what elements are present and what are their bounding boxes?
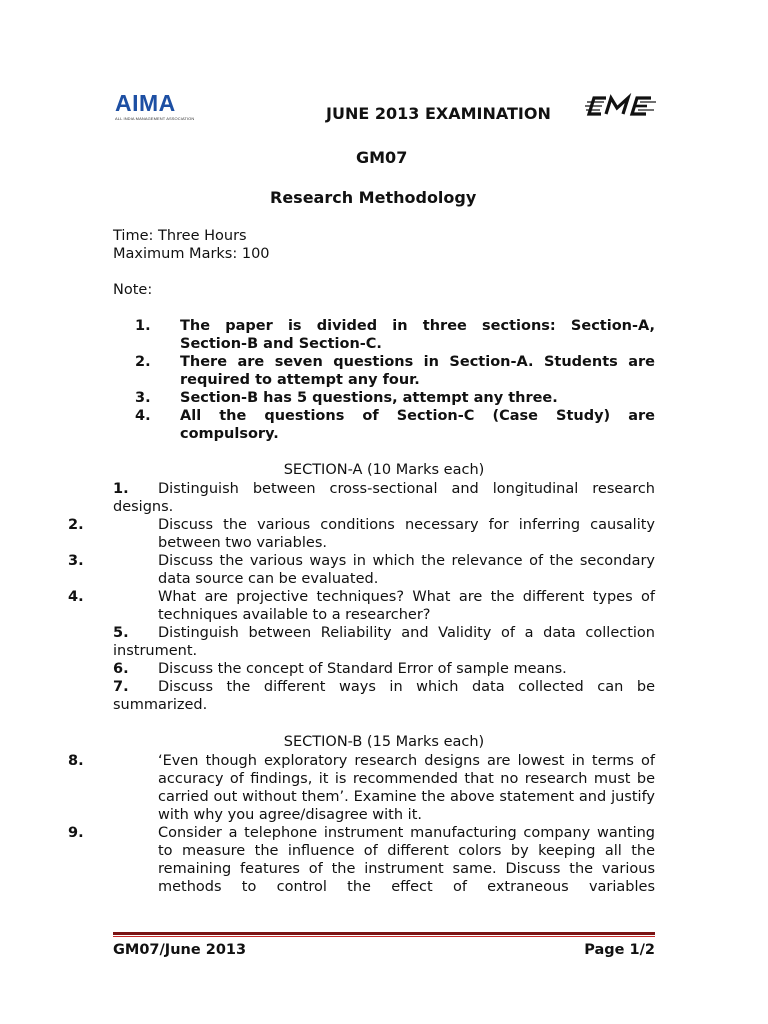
note-item bbox=[113, 389, 655, 407]
page-number: Page 1/2 bbox=[584, 942, 655, 958]
paper-code: GM07 bbox=[356, 148, 408, 167]
note-number: 4. bbox=[135, 408, 151, 424]
time-line: Time: Three Hours bbox=[113, 228, 247, 244]
note-item bbox=[113, 353, 655, 389]
aima-logo-text: AIMA bbox=[115, 90, 176, 116]
question-item bbox=[68, 516, 655, 552]
note-number: 2. bbox=[135, 354, 151, 370]
question-number: 9. bbox=[68, 825, 84, 841]
question-text: Distinguish between Reliability and Validity of a data collection instrument. bbox=[113, 625, 655, 659]
question-item bbox=[68, 588, 655, 624]
note-text: Section-B has 5 questions, attempt any three. bbox=[180, 390, 558, 406]
question-item bbox=[113, 678, 655, 714]
question-text: Discuss the various conditions necessary for inferring causality between two variables. bbox=[158, 517, 655, 551]
note-number: 1. bbox=[135, 318, 151, 334]
question-text: Discuss the concept of Standard Error of sample means. bbox=[158, 661, 567, 677]
footer-divider-thin bbox=[113, 936, 655, 937]
note-text: There are seven questions in Section-A. Students are required to attempt any four. bbox=[180, 354, 655, 388]
note-item bbox=[113, 317, 655, 353]
question-number: 8. bbox=[68, 753, 84, 769]
question-text: Discuss the various ways in which the relevance of the secondary data source can be evaluated. bbox=[158, 553, 655, 587]
question-text: What are projective techniques? What are the different types of techniques available to a researcher? bbox=[158, 589, 655, 623]
cme-logo bbox=[584, 93, 658, 119]
note-text: All the questions of Section-C (Case Study) are compulsory. bbox=[180, 408, 655, 442]
exam-title: JUNE 2013 EXAMINATION bbox=[326, 104, 551, 123]
footer-divider bbox=[113, 932, 655, 935]
question-item bbox=[68, 824, 655, 896]
subject-title: Research Methodology bbox=[270, 188, 477, 207]
question-item bbox=[113, 660, 655, 678]
aima-logo-tagline: ALL INDIA MANAGEMENT ASSOCIATION bbox=[115, 116, 195, 121]
notes-list bbox=[113, 317, 655, 443]
note-text: The paper is divided in three sections: Section-A, Section-B and Section-C. bbox=[180, 318, 655, 352]
question-item bbox=[113, 624, 655, 660]
question-text: Consider a telephone instrument manufacturing company wanting to measure the influence of different colors by keeping all the remaining features of the instrument same. Discuss the various methods to control the effect of extraneous variables bbox=[158, 825, 655, 895]
max-marks-line: Maximum Marks: 100 bbox=[113, 246, 270, 262]
aima-logo bbox=[115, 92, 199, 121]
question-number: 2. bbox=[68, 517, 84, 533]
question-text: ‘Even though exploratory research designs are lowest in terms of accuracy of findings, it is recommended that no research must be carried out without them’. Examine the above statement and justify with why you agree/disagree with it. bbox=[158, 753, 655, 823]
question-number: 1. bbox=[113, 481, 129, 497]
question-item bbox=[68, 552, 655, 588]
note-item bbox=[113, 407, 655, 443]
question-item bbox=[68, 752, 655, 824]
question-number: 4. bbox=[68, 589, 84, 605]
section-a-heading: SECTION-A (10 Marks each) bbox=[283, 462, 485, 478]
question-number: 5. bbox=[113, 625, 129, 641]
note-label: Note: bbox=[113, 282, 153, 298]
section-a-questions bbox=[68, 480, 655, 714]
question-number: 6. bbox=[113, 661, 129, 677]
footer-code: GM07/June 2013 bbox=[113, 942, 247, 958]
note-number: 3. bbox=[135, 390, 151, 406]
section-b-questions bbox=[68, 752, 655, 896]
question-number: 3. bbox=[68, 553, 84, 569]
question-item bbox=[113, 480, 655, 516]
question-number: 7. bbox=[113, 679, 129, 695]
question-text: Distinguish between cross-sectional and longitudinal research designs. bbox=[113, 481, 655, 515]
section-b-heading: SECTION-B (15 Marks each) bbox=[283, 734, 485, 750]
question-text: Discuss the different ways in which data collected can be summarized. bbox=[113, 679, 655, 713]
